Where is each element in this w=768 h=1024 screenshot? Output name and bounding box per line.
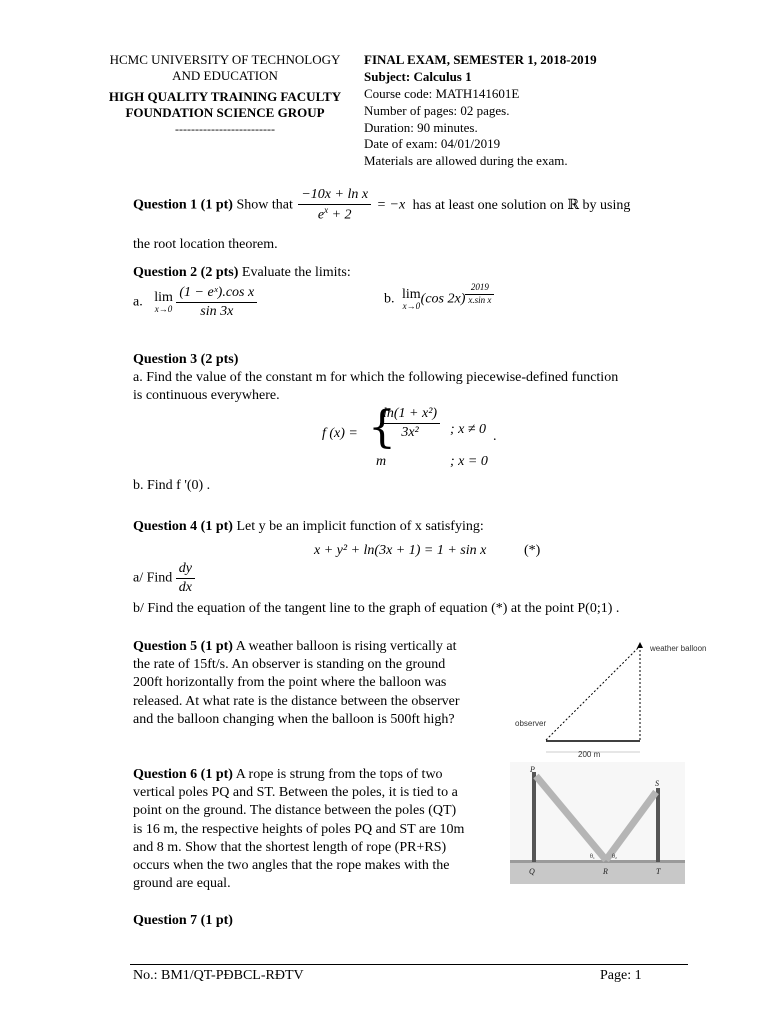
q6-label-theta1: θ₁	[590, 854, 595, 860]
q1-post: has at least one solution on ℝ by using	[412, 197, 631, 213]
q2-a-lim-word: lim	[154, 290, 173, 306]
exam-duration: Duration: 90 minutes.	[364, 119, 478, 135]
q5-label-distance: 200 m	[578, 750, 601, 759]
q4-label: Question 4 (1 pt)	[133, 519, 233, 534]
q2-b-exp-num: 2019	[465, 282, 494, 295]
q3-dot: .	[493, 429, 497, 444]
q4-b-line: b/ Find the equation of the tangent line to the graph of equation (*) at the point P(0;1) .	[133, 601, 620, 616]
question-6	[133, 766, 498, 893]
q5-text-3: released. At what rate is the distance between the observer	[133, 693, 460, 709]
q2-a-label: a.	[133, 294, 143, 310]
q1-denominator	[298, 205, 371, 225]
q1-den-base: e	[317, 207, 325, 223]
faculty-line2: FOUNDATION SCIENCE GROUP	[125, 104, 325, 120]
q5-text-0: A weather balloon is rising vertically at	[235, 639, 457, 654]
q6-label-r: R	[603, 867, 608, 876]
q5-label-observer: observer	[515, 719, 547, 728]
q2-b-lim	[402, 286, 421, 313]
q6-label-s: S	[655, 779, 659, 788]
q3-case1-den: 3x²	[401, 425, 419, 441]
header-divider: -------------------------	[175, 121, 275, 136]
q3-brace: {	[368, 402, 396, 453]
university-line2: AND EDUCATION	[172, 67, 278, 83]
q2-a-fraction	[176, 284, 257, 321]
q2-a-numerator: (1 − eˣ).cos x	[176, 284, 257, 303]
q3-case2-cond: ; x = 0	[450, 454, 488, 469]
q5-text-2: 200ft horizontally from the point where the balloon was	[133, 675, 447, 691]
q1-den-exp: x	[324, 205, 329, 216]
q6-label-theta2: θ₂	[612, 854, 617, 860]
q1-line2: the root location theorem.	[133, 237, 278, 252]
footer-doc-no: No.: BM1/QT-PĐBCL-RĐTV	[133, 968, 304, 983]
q3-case1-fraction	[380, 405, 440, 442]
question-4	[133, 518, 484, 536]
faculty-line1: HIGH QUALITY TRAINING FACULTY	[108, 88, 342, 104]
q6-text-4: and 8 m. Show that the shortest length of rope (PR+RS)	[133, 839, 447, 855]
q3-case1	[380, 405, 440, 442]
q2-b-lim-sub: x→0	[402, 301, 421, 312]
q2-a-lim	[154, 289, 173, 316]
q5-hypotenuse	[546, 646, 640, 740]
question-2	[133, 264, 351, 282]
q4-text: Let y be an implicit function of x satisfying:	[236, 519, 484, 534]
exam-subject: Subject: Calculus 1	[364, 68, 472, 84]
q6-label: Question 6 (1 pt)	[133, 767, 233, 782]
q3-b-line: b. Find f '(0) .	[133, 478, 211, 493]
q6-text-6: ground are equal.	[133, 876, 231, 892]
q6-label-p: P	[530, 765, 535, 774]
q6-label-q: Q	[529, 867, 535, 876]
q2-b-base: (cos 2x)	[420, 291, 466, 307]
q3-label: Question 3 (2 pts)	[133, 352, 239, 367]
q6-line-1	[133, 766, 498, 784]
q3-case1-num: ln(1 + x²)	[380, 405, 440, 424]
q2-b-lim-word: lim	[402, 287, 421, 302]
question-5	[133, 638, 495, 729]
university-line1: HCMC UNIVERSITY OF TECHNOLOGY	[109, 52, 341, 67]
exam-materials: Materials are allowed during the exam.	[364, 153, 568, 169]
q2-a-denominator: sin 3x	[200, 304, 234, 320]
q5-figure	[510, 640, 720, 765]
q2-part-a	[133, 284, 257, 321]
q7-label: Question 7 (1 pt)	[133, 913, 233, 928]
q2-part-b	[384, 282, 494, 313]
exam-date: Date of exam: 04/01/2019	[364, 136, 501, 152]
q6-pole-st	[656, 788, 660, 862]
q4-a-num: dy	[176, 560, 195, 579]
q6-text-2: point on the ground. The distance between the poles (QT)	[133, 803, 457, 819]
course-code: Course code: MATH141601E	[364, 85, 520, 101]
header-left	[100, 52, 350, 137]
footer-divider	[130, 964, 688, 965]
q2-b-exponent	[465, 282, 494, 306]
q5-text-4: and the balloon changing when the balloon is 500ft high?	[133, 711, 455, 727]
q4-a-fraction	[176, 560, 195, 597]
number-of-pages: Number of pages: 02 pages.	[364, 102, 510, 118]
exam-title: FINAL EXAM, SEMESTER 1, 2018-2019	[364, 52, 597, 67]
q4-a-pre: a/ Find	[133, 570, 173, 586]
q5-balloon-arrow	[637, 642, 643, 648]
q6-figure	[510, 762, 685, 884]
q6-rope-pr	[536, 776, 606, 860]
q1-numerator: −10x + ln x	[298, 186, 371, 205]
q4-eq-tag: (*)	[524, 543, 541, 558]
q2-b-exp-den: x.sin x	[468, 294, 492, 305]
q2-text: Evaluate the limits:	[241, 265, 351, 280]
question-1	[133, 186, 689, 225]
q2-b-label: b.	[384, 291, 395, 307]
q5-label: Question 5 (1 pt)	[133, 639, 233, 654]
q3-f-lhs: f (x) =	[322, 426, 358, 441]
q2-a-lim-sub: x→0	[154, 304, 173, 315]
q6-pole-pq	[532, 772, 536, 862]
q6-label-t: T	[656, 867, 661, 876]
q4-a-den: dx	[178, 580, 192, 596]
q1-label: Question 1 (1 pt)	[133, 197, 233, 213]
q1-pre: Show that	[236, 197, 293, 213]
q4-equation: x + y² + ln(3x + 1) = 1 + sin x	[314, 543, 487, 558]
q3-case1-cond: ; x ≠ 0	[450, 422, 487, 437]
footer-page: Page: 1	[600, 968, 642, 983]
q6-text-0: A rope is strung from the tops of two	[235, 767, 443, 782]
q2-label: Question 2 (2 pts)	[133, 265, 239, 280]
q3-case2-val: m	[376, 454, 387, 469]
q3-a-line1: a. Find the value of the constant m for which the following piecewise-defined function	[133, 370, 619, 385]
q4-part-a	[133, 560, 195, 597]
q5-text-1: the rate of 15ft/s. An observer is standing on the ground	[133, 657, 446, 673]
q3-a-line2: is continuous everywhere.	[133, 388, 280, 403]
q6-text-1: vertical poles PQ and ST. Between the poles, it is tied to a	[133, 785, 458, 801]
q1-fraction	[298, 186, 371, 225]
q5-line-1	[133, 638, 495, 656]
q6-text-5: occurs when the two angles that the rope makes with the	[133, 857, 450, 873]
q6-rope-rs	[606, 792, 656, 860]
header-right	[364, 52, 694, 170]
q1-rhs: = −x	[376, 197, 406, 213]
q5-label-balloon: weather balloon	[650, 644, 707, 653]
q6-text-3: is 16 m, the respective heights of poles PQ and ST are 10m	[133, 821, 465, 837]
q1-den-rest: + 2	[328, 207, 352, 223]
